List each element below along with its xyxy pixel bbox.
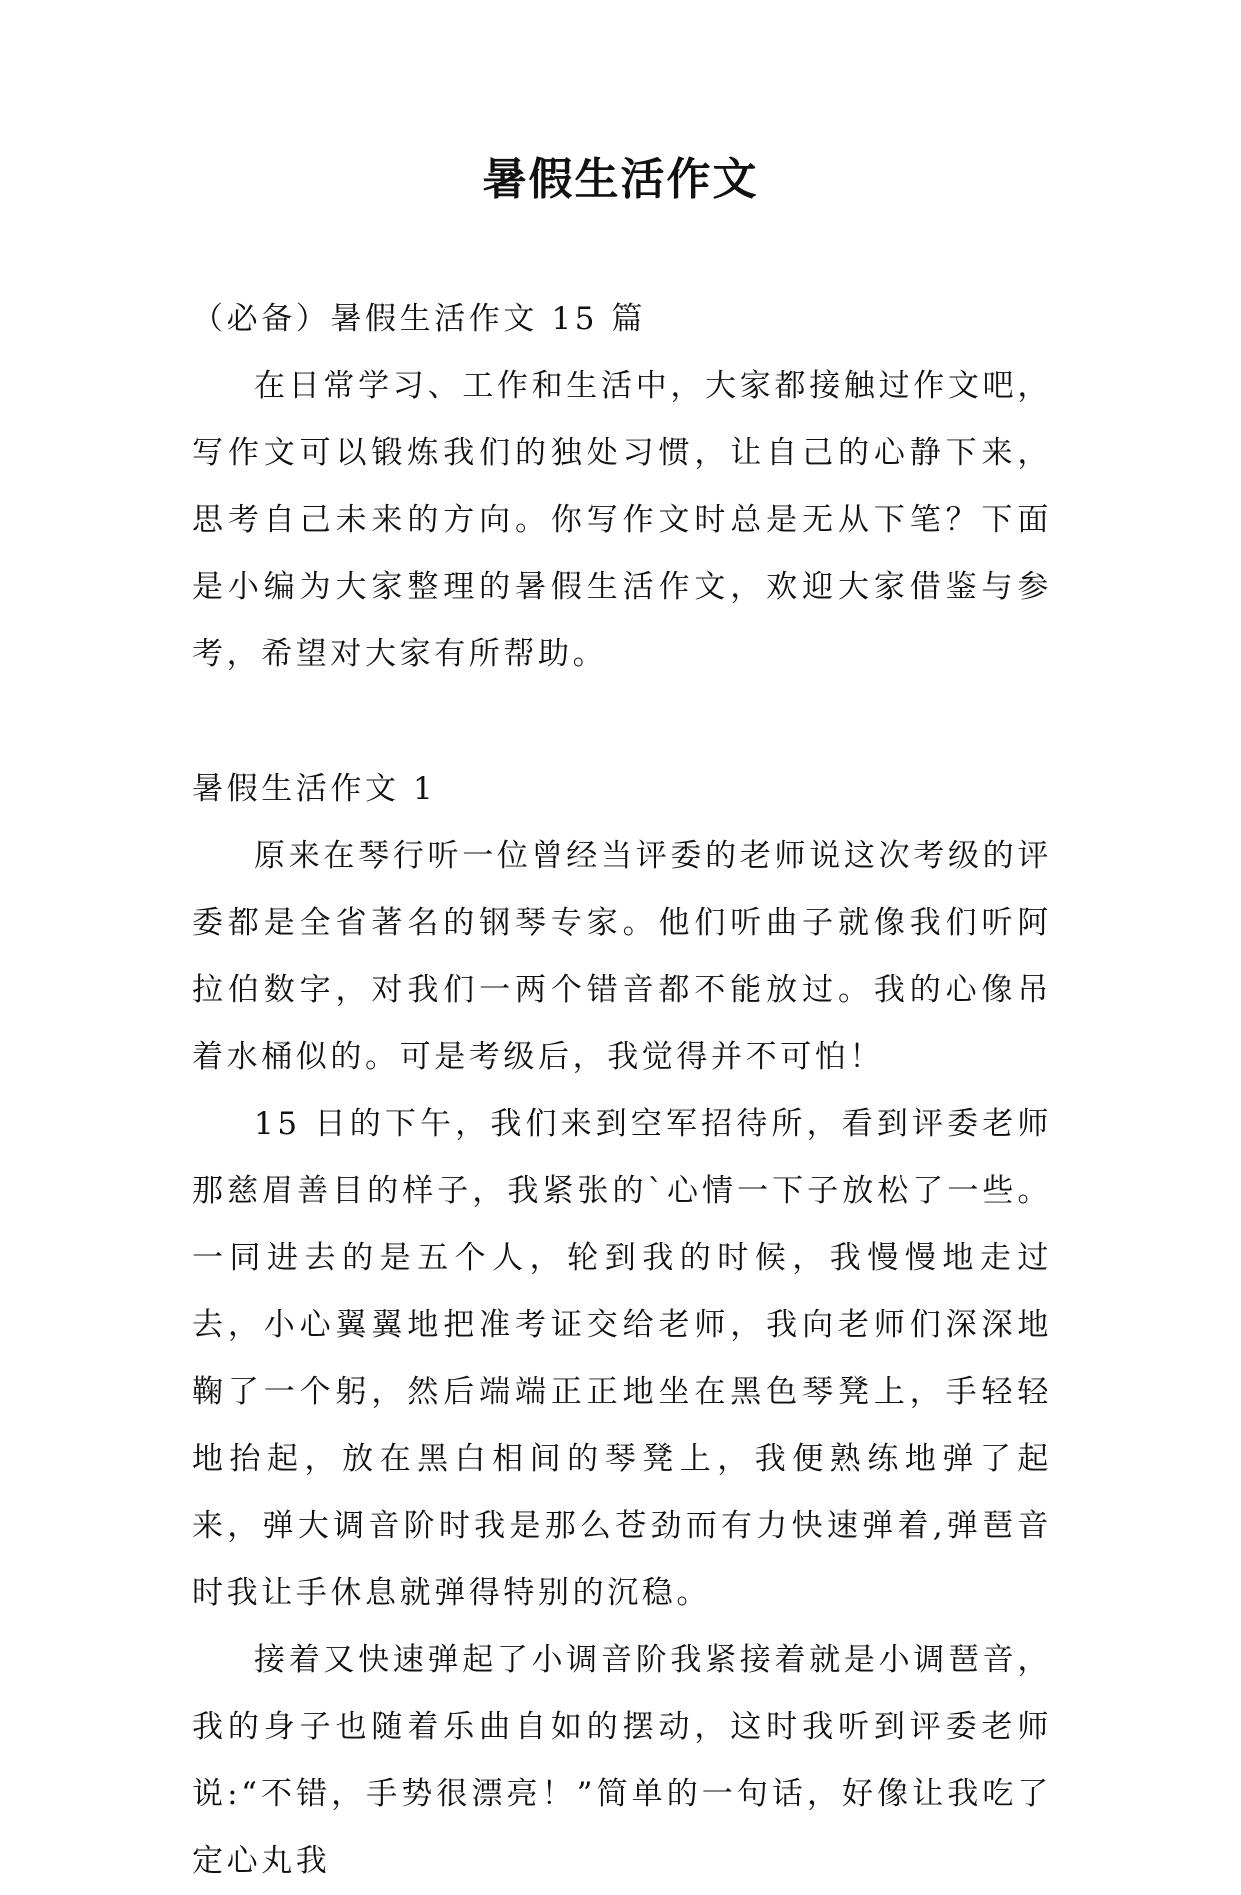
body-paragraph-1: 原来在琴行听一位曾经当评委的老师说这次考级的评委都是全省著名的钢琴专家。他们听曲子就像我们听阿拉伯数字，对我们一两个错音都不能放过。我的心像吊着水桶似的。可是考级后，我觉得并不可怕！ xyxy=(192,838,1052,1075)
document-subtitle: （必备）暑假生活作文 15 篇 xyxy=(192,301,647,337)
section-spacer xyxy=(192,688,1052,756)
section-heading: 暑假生活作文 1 xyxy=(192,771,437,807)
document-title: 暑假生活作文 xyxy=(482,154,759,205)
intro-paragraph: 在日常学习、工作和生活中，大家都接触过作文吧，写作文可以锻炼我们的独处习惯，让自己的心静下来，思考自己未来的方向。你写作文时总是无从下笔？下面是小编为大家整理的暑假生活作文，欢迎大家借鉴与参考，希望对大家有所帮助。 xyxy=(192,368,1052,672)
body-paragraph-3: 接着又快速弹起了小调音阶我紧接着就是小调琶音，我的身子也随着乐曲自如的摆动，这时我听到评委老师说:“不错，手势很漂亮！”简单的一句话，好像让我吃了定心丸我 xyxy=(192,1642,1052,1879)
body-paragraph-2: 15 日的下午，我们来到空军招待所，看到评委老师那慈眉善目的样子，我紧张的`心情一下子放松了一些。一同进去的是五个人，轮到我的时候，我慢慢地走过去，小心翼翼地把准考证交给老师，我向老师们深深地鞠了一个躬，然后端端正正地坐在黑色琴凳上，手轻轻地抬起，放在黑白相间的琴凳上，我便熟练地弹了起来，弹大调音阶时我是那么苍劲而有力快速弹着,弹琶音时我让手休息就弹得特别的沉稳。 xyxy=(192,1106,1052,1611)
document-body xyxy=(192,286,1052,1895)
